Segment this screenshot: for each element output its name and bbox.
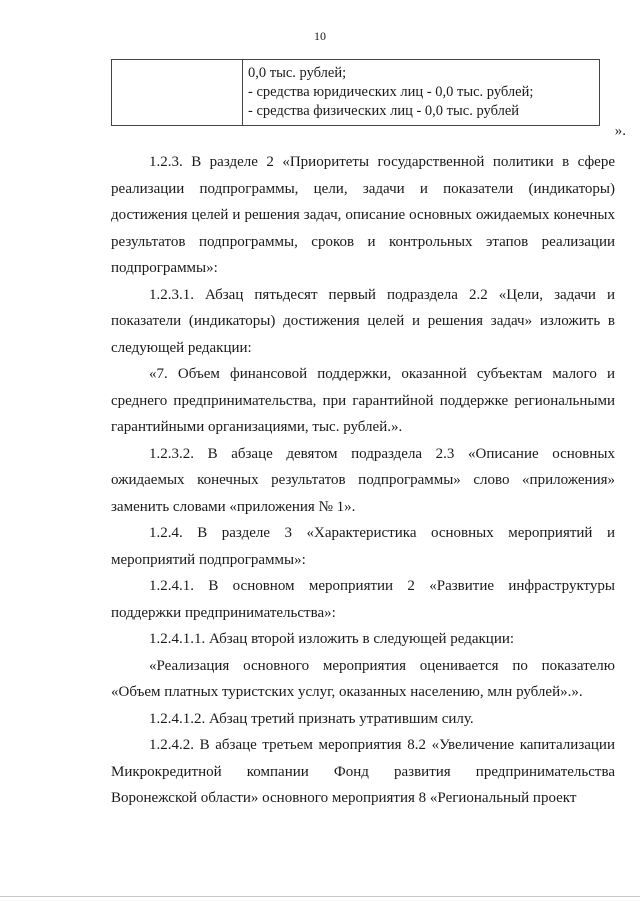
paragraph: 1.2.3. В разделе 2 «Приоритеты государственной политики в сфере реализации подпрограммы, цели, задачи и показатели (индикаторы) достижения целей и решения задач, описание основных ожидаемых конечных результатов подпрограммы, сроков и контрольных этапов реализации подпрограммы»: [111,154,615,276]
table-row [112,60,600,126]
funding-line: - средства физических лиц - 0,0 тыс. рублей [248,103,520,119]
paragraph: 1.2.4.1. В основном мероприятии 2 «Развитие инфраструктуры поддержки предпринимательства»: [111,578,615,621]
document-body [111,149,615,812]
paragraph: 1.2.4.1.1. Абзац второй изложить в следующей редакции: [149,631,515,647]
paragraph: «7. Объем финансовой поддержки, оказанной субъектам малого и среднего предпринимательства, при гарантийной поддержке региональными гарантийными организациями, тыс. рублей.». [111,366,615,435]
funding-table [111,59,600,126]
paragraph: 1.2.3.2. В абзаце девятом подраздела 2.3 «Описание основных ожидаемых конечных результатов подпрограммы» слово «приложения» заменить словами «приложения № 1». [111,445,615,515]
table-cell-funding [243,60,600,126]
paragraph: 1.2.4. В разделе 3 «Характеристика основных мероприятий и мероприятий подпрограммы»: [111,525,615,568]
paragraph: 1.2.3.1. Абзац пятьдесят первый подраздела 2.2 «Цели, задачи и показатели (индикаторы) достижения целей и решения задач» изложить в следующей редакции: [111,286,615,356]
closing-quote: ». [614,123,626,139]
table-cell-empty [112,60,243,126]
paragraph: 1.2.4.1.2. Абзац третий признать утратившим силу. [149,710,474,727]
paragraph: «Реализация основного мероприятия оценивается по показателю «Объем платных туристских услуг, оказанных населению, млн рублей».». [111,657,615,700]
paragraph: 1.2.4.2. В абзаце третьем мероприятия 8.2 «Увеличение капитализации Микрокредитной компании Фонд развития предпринимательства Воронежской области» основного мероприятия 8 «Региональный проект [111,737,615,806]
funding-line: - средства юридических лиц - 0,0 тыс. рублей; [248,84,534,100]
funding-line: 0,0 тыс. рублей; [248,65,347,81]
page-number: 10 [314,29,326,43]
bottom-divider [0,896,640,897]
